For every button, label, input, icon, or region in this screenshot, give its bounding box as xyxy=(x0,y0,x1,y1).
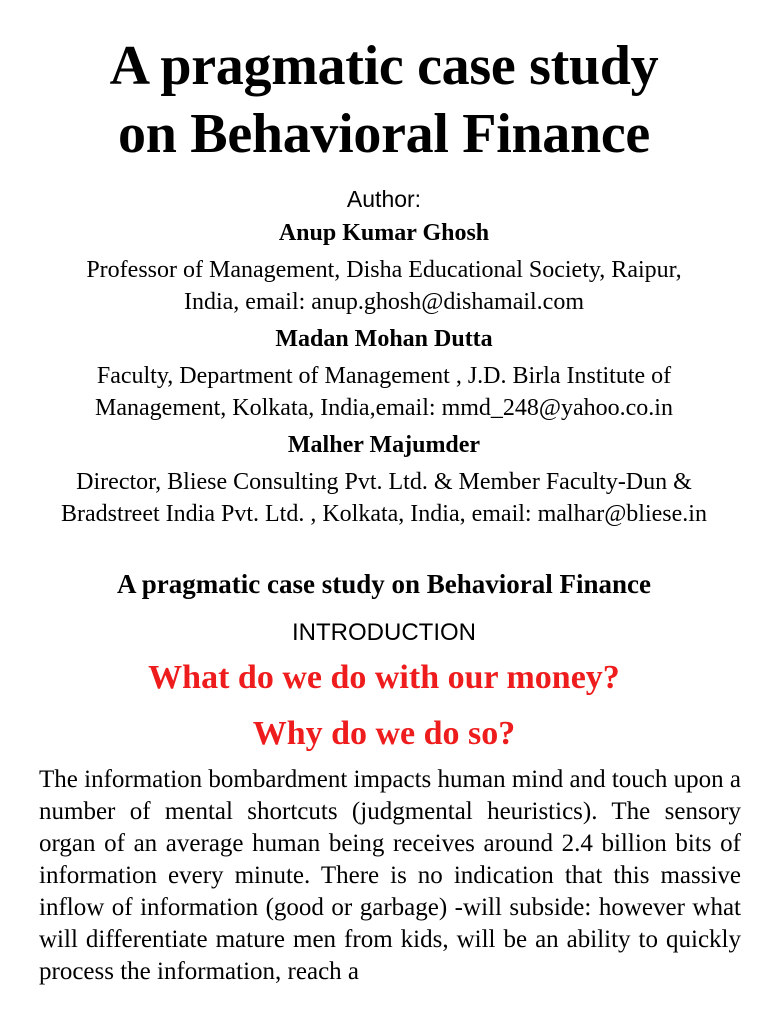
introduction-paragraph: The information bombardment impacts human mind and touch upon a number of mental shortcuts (judgmental heuristics). The sensory organ of an average human being receives around 2.4 billion bits of information every minute. There is no indication that this massive inflow of information (good or garbage) -will subside: however what will differentiate mature men from kids, will be an ability to quickly process the information, reach a xyxy=(39,766,741,985)
author-affiliation-2-line-2: Management, Kolkata, India,email: mmd_248@yahoo.co.in xyxy=(95,395,673,421)
question-heading-1: What do we do with our money? xyxy=(148,659,620,696)
question-heading-2: Why do we do so? xyxy=(252,715,516,752)
author-name-2: Madan Mohan Dutta xyxy=(275,326,493,352)
author-affiliation-3-line-1: Director, Bliese Consulting Pvt. Ltd. & Member Faculty-Dun & xyxy=(76,469,692,495)
title-line-2: on Behavioral Finance xyxy=(118,103,650,165)
author-name-3: Malher Majumder xyxy=(287,432,481,458)
author-affiliation-2 xyxy=(0,360,768,424)
author-affiliation-1-line-1: Professor of Management, Disha Educational Society, Raipur, xyxy=(86,257,682,283)
author-name-1: Anup Kumar Ghosh xyxy=(278,220,490,246)
author-affiliation-1-line-2: India, email: anup.ghosh@dishamail.com xyxy=(183,289,585,315)
author-label: Author: xyxy=(346,186,422,212)
author-affiliation-3-line-2: Bradstreet India Pvt. Ltd. , Kolkata, India, email: malhar@bliese.in xyxy=(61,501,707,527)
author-affiliation-3 xyxy=(0,466,768,530)
introduction-heading: INTRODUCTION xyxy=(292,619,476,646)
section-title: A pragmatic case study on Behavioral Finance xyxy=(117,569,651,599)
author-affiliation-1 xyxy=(0,254,768,318)
document-title xyxy=(0,0,768,168)
title-line-1: A pragmatic case study xyxy=(109,35,659,97)
author-affiliation-2-line-1: Faculty, Department of Management , J.D. Birla Institute of xyxy=(96,363,672,389)
